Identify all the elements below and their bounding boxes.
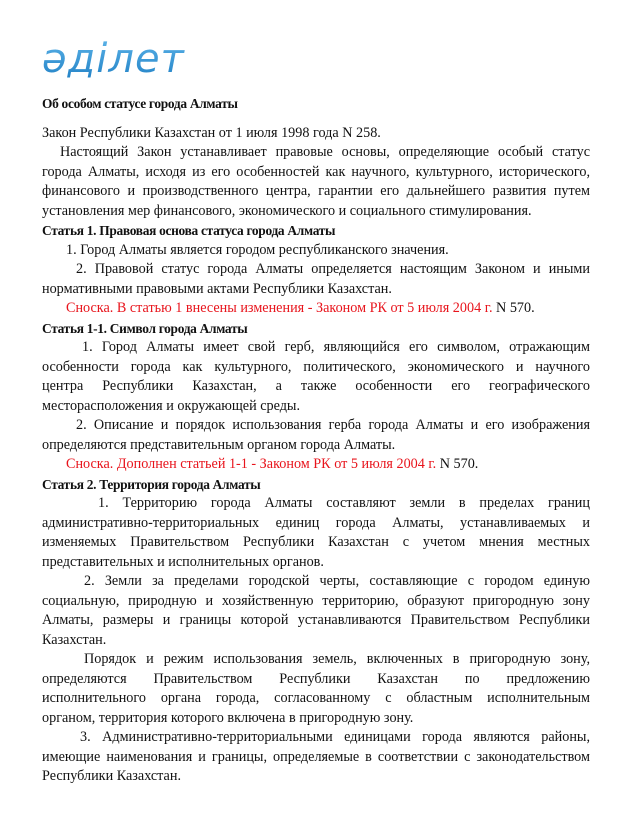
text-line: имеющие наименования и границы, определяемые в соответствии с законодательством <box>42 748 590 765</box>
text-line: социальную, природную и хозяйственную территорию, образуют пригородную зону <box>42 592 590 609</box>
text-line: Порядок и режим использования земель, включенных в пригородную зону, <box>84 651 590 667</box>
document-title: Об особом статусе города Алматы <box>42 96 238 111</box>
text-line: представительных и исполнительных органов. <box>42 553 324 570</box>
article-2-item-3 <box>42 728 590 787</box>
preamble <box>42 143 590 221</box>
article-1-heading: Статья 1. Правовая основа статуса города Алматы <box>42 223 336 238</box>
article-2-item-2 <box>42 572 590 650</box>
article-1-1-footnote <box>42 455 590 475</box>
text-line: 2. Земли за пределами городской черты, составляющие с городом единую <box>84 573 590 589</box>
text-line: 2. Правовой статус города Алматы определяется настоящим Законом и иными <box>76 261 590 277</box>
text-line: центра Республики Казахстан, а также особенности его географического <box>42 378 590 394</box>
text-line: нормативными правовыми актами Республики Казахстан. <box>42 280 392 297</box>
document-body <box>42 94 590 787</box>
adilet-logo[interactable]: әділет <box>42 36 185 82</box>
article-2-heading: Статья 2. Территория города Алматы <box>42 476 261 492</box>
text-line: Республики Казахстан. <box>42 768 181 784</box>
text-line: особенности города как культурного, политического, экономического и научного <box>42 358 590 375</box>
text-line: Алматы, размеры и границы которой устанавливаются Правительством Республики <box>42 612 590 628</box>
text-line: 2. Описание и порядок использования герба города Алматы и его изображения <box>76 417 590 433</box>
text-line: административно-территориальных единиц города Алматы, устанавливаемых и <box>42 514 590 531</box>
text-line: Казахстан. <box>42 631 107 648</box>
footnote-number: N 570. <box>492 300 535 316</box>
text-line: изменяемых Правительством Республики Казахстан с учетом мнения местных <box>42 534 590 550</box>
text-line: месторасположения и окружающей среды. <box>42 397 301 414</box>
article-1-footnote <box>42 299 590 319</box>
article-2-item-1 <box>42 494 590 572</box>
text-line: города Алматы, исходя из его особенностей как научного, культурного, исторического, <box>42 163 590 180</box>
text-line: органом, территория которого включена в пригородную зону. <box>42 709 414 726</box>
text-line: Настоящий Закон устанавливает правовые основы, определяющие особый статус <box>60 144 590 160</box>
text-line: финансового и производственного центра, гарантии его дальнейшего развития путем <box>42 183 590 199</box>
article-1-item-1 <box>42 241 590 261</box>
text-line: 1. Город Алматы является городом республиканского значения. <box>66 241 449 258</box>
text-line: определяются представительным органом города Алматы. <box>42 436 396 453</box>
text-line: 1. Город Алматы имеет свой герб, являющийся его символом, отражающим <box>82 339 590 355</box>
text-line: 3. Административно-территориальными единицами города являются районы, <box>80 729 590 745</box>
text-line: 1. Территорию города Алматы составляют земли в пределах границ <box>98 495 590 511</box>
law-reference: Закон Республики Казахстан от 1 июля 1998 года N 258. <box>42 124 381 141</box>
text-line: определяются Правительством Республики Казахстан по предложению <box>42 670 590 687</box>
article-1-1-item-2 <box>42 416 590 455</box>
footnote-link[interactable]: Сноска. В статью 1 внесены изменения - Законом РК от 5 июля 2004 г. <box>66 300 493 316</box>
article-1-1-item-1 <box>42 338 590 416</box>
text-line: установления мер финансового, экономического и социального стимулирования. <box>42 202 532 219</box>
footnote-number: N 570. <box>436 456 479 472</box>
text-line: исполнительного органа города, согласованному с областным исполнительным <box>42 690 590 706</box>
article-2-paragraph <box>42 650 590 728</box>
article-1-item-2 <box>42 260 590 299</box>
footnote-link[interactable]: Сноска. Дополнен статьей 1-1 - Законом РК от 5 июля 2004 г. <box>66 456 437 472</box>
article-1-1-heading: Статья 1-1. Символ города Алматы <box>42 320 248 336</box>
